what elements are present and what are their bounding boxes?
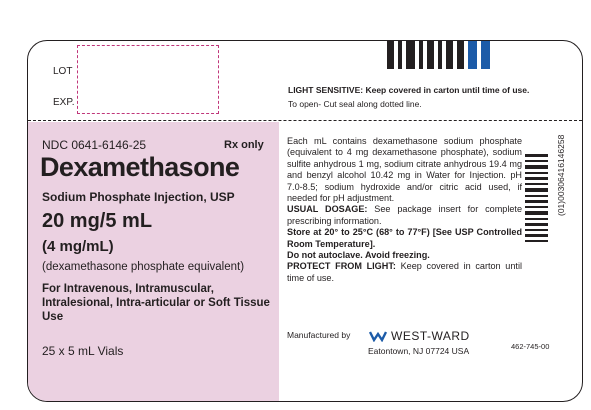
drug-name: Dexamethasone [40, 152, 240, 182]
rx-only: Rx only [224, 139, 264, 151]
color-code-barcode [387, 41, 497, 69]
open-instruction: To open- Cut seal along dotted line. [288, 99, 422, 109]
concentration-per-ml: (4 mg/mL) [42, 238, 114, 255]
label-top-section [28, 41, 582, 120]
usual-dosage [287, 204, 522, 227]
protect-label: PROTECT FROM LIGHT: [287, 261, 396, 272]
label-code: 462-745-00 [511, 342, 550, 351]
light-sensitive-warning: LIGHT SENSITIVE: Keep covered in carton until time of use. [288, 85, 530, 95]
protect-text: Keep covered in carton until time of use. [287, 261, 522, 283]
cut-seal-line [28, 120, 582, 121]
drug-label [27, 40, 583, 402]
lot-label: LOT [53, 66, 73, 77]
package-count: 25 x 5 mL Vials [42, 344, 124, 358]
exp-label: EXP. [53, 97, 75, 108]
manufacturer-name: WEST-WARD [391, 329, 470, 343]
manufactured-by: Manufactured by [287, 330, 351, 340]
composition-text: Each mL contains dexamethasone sodium phosphate (equivalent to 4 mg dexamethasone phosphate), sodium sulfite anhydrous 1 mg, sodium citrate anhydrous 19.4 mg and benzyl alcohol 10.42 mg in Water for Injection. pH 7.0-8.5; sodium hydroxide and/or citric acid used, if needed for pH adjustment. [287, 136, 522, 204]
lot-exp-imprint-box [77, 45, 219, 114]
storage-text: Store at 20° to 25°C (68° to 77°F) [See USP Controlled Room Temperature]. [287, 227, 522, 249]
manufacturer-address: Eatontown, NJ 07724 USA [368, 346, 470, 356]
product-panel [28, 122, 279, 401]
prescribing-text [287, 136, 522, 284]
no-autoclave-text: Do not autoclave. Avoid freezing. [287, 250, 430, 261]
drug-subtitle: Sodium Phosphate Injection, USP [42, 190, 235, 204]
manufacturer-logo [369, 329, 470, 343]
barcode-number: (01)00306416146258 [556, 134, 566, 216]
linear-barcode [525, 154, 548, 242]
west-ward-logo-icon [369, 330, 387, 342]
equivalent-note: (dexamethasone phosphate equivalent) [42, 261, 245, 273]
usual-dosage-text: See package insert for complete prescribing information. [287, 204, 522, 226]
concentration: 20 mg/5 mL [42, 210, 153, 232]
protect-from-light [287, 261, 522, 284]
usual-dosage-label: USUAL DOSAGE: [287, 204, 368, 215]
ndc-number: NDC 0641-6146-25 [42, 138, 147, 152]
routes-of-administration: For Intravenous, Intramuscular, Intralesional, Intra-articular or Soft Tissue Use [42, 283, 270, 323]
